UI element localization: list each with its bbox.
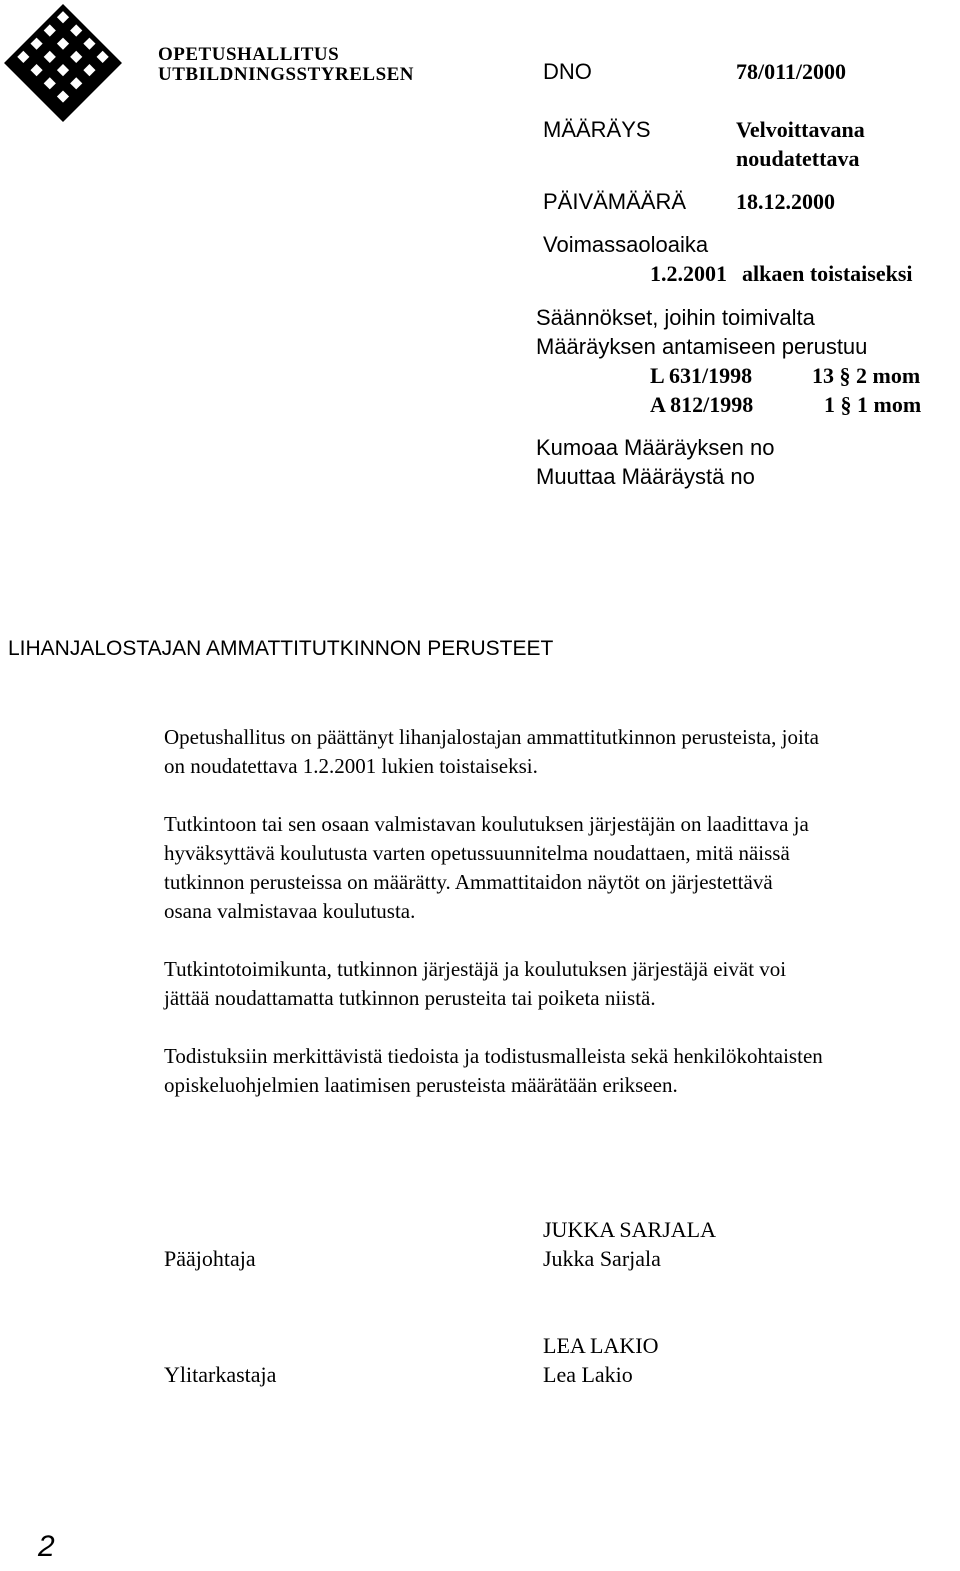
saannokset-label-line2: Määräyksen antamiseen perustuu (536, 334, 868, 359)
paragraph-line: Tutkintoon tai sen osaan valmistavan koulutuksen järjestäjän on laadittava ja (164, 812, 809, 836)
maarays-value-line1: Velvoittavana (736, 117, 865, 142)
paivamaara-value: 18.12.2000 (736, 189, 835, 214)
voimassaoloaika-date: 1.2.2001 (650, 261, 727, 286)
paragraph-line: Tutkintotoimikunta, tutkinnon järjestäjä ja koulutuksen järjestäjä eivät voi (164, 957, 787, 981)
paragraph-line: jättää noudattamatta tutkinnon perusteita tai poiketa niistä. (164, 986, 656, 1010)
law2-ref: A 812/1998 (650, 392, 754, 417)
law1-section: 13 § 2 mom (812, 363, 921, 388)
paragraph-1 (164, 723, 954, 781)
voimassaoloaika-text: alkaen toistaiseksi (742, 261, 913, 286)
paragraph-line: Opetushallitus on päättänyt lihanjalostajan ammattitutkinnon perusteista, joita (164, 725, 819, 749)
paivamaara-label: PÄIVÄMÄÄRÄ (543, 189, 687, 214)
signature-1-name-caps: JUKKA SARJALA (543, 1217, 716, 1242)
voimassaoloaika-label: Voimassaoloaika (543, 232, 709, 257)
signature-2-name: Lea Lakio (543, 1362, 633, 1387)
signature-2-name-caps: LEA LAKIO (543, 1333, 659, 1358)
paragraph-2 (164, 810, 954, 926)
page-number: 2 (38, 1530, 55, 1563)
law2-section: 1 § 1 mom (824, 392, 922, 417)
muuttaa-label: Muuttaa Määräystä no (536, 464, 755, 489)
saannokset-label-line1: Säännökset, joihin toimivalta (536, 305, 815, 330)
kumoaa-label: Kumoaa Määräyksen no (536, 435, 775, 460)
paragraph-line: opiskeluohjelmien laatimisen perusteista määrätään erikseen. (164, 1073, 678, 1097)
dno-value: 78/011/2000 (736, 59, 847, 84)
org-name-fi: OPETUSHALLITUS (158, 44, 340, 65)
signature-1-role: Pääjohtaja (164, 1246, 256, 1271)
paragraph-line: Todistuksiin merkittävistä tiedoista ja todistusmalleista sekä henkilökohtaisten (164, 1044, 823, 1068)
paragraph-line: osana valmistavaa koulutusta. (164, 899, 416, 923)
signature-2-role: Ylitarkastaja (164, 1362, 277, 1387)
paragraph-line: hyväksyttävä koulutusta varten opetussuunnitelma noudattaen, mitä näissä (164, 841, 790, 865)
paragraph-line: tutkinnon perusteissa on määrätty. Ammattitaidon näytöt on järjestettävä (164, 870, 773, 894)
document-title: LIHANJALOSTAJAN AMMATTITUTKINNON PERUSTEET (8, 637, 554, 660)
paragraph-3 (164, 955, 954, 1013)
maarays-label: MÄÄRÄYS (543, 117, 651, 142)
dno-label: DNO (543, 59, 592, 84)
org-name-sv: UTBILDNINGSSTYRELSEN (158, 64, 415, 85)
paragraph-line: on noudatettava 1.2.2001 lukien toistaiseksi. (164, 754, 538, 778)
diamond-lattice-logo-icon (2, 2, 124, 124)
maarays-value-line2: noudatettava (736, 146, 860, 171)
law1-ref: L 631/1998 (650, 363, 753, 388)
signature-1-name: Jukka Sarjala (543, 1246, 661, 1271)
paragraph-4 (164, 1042, 954, 1100)
